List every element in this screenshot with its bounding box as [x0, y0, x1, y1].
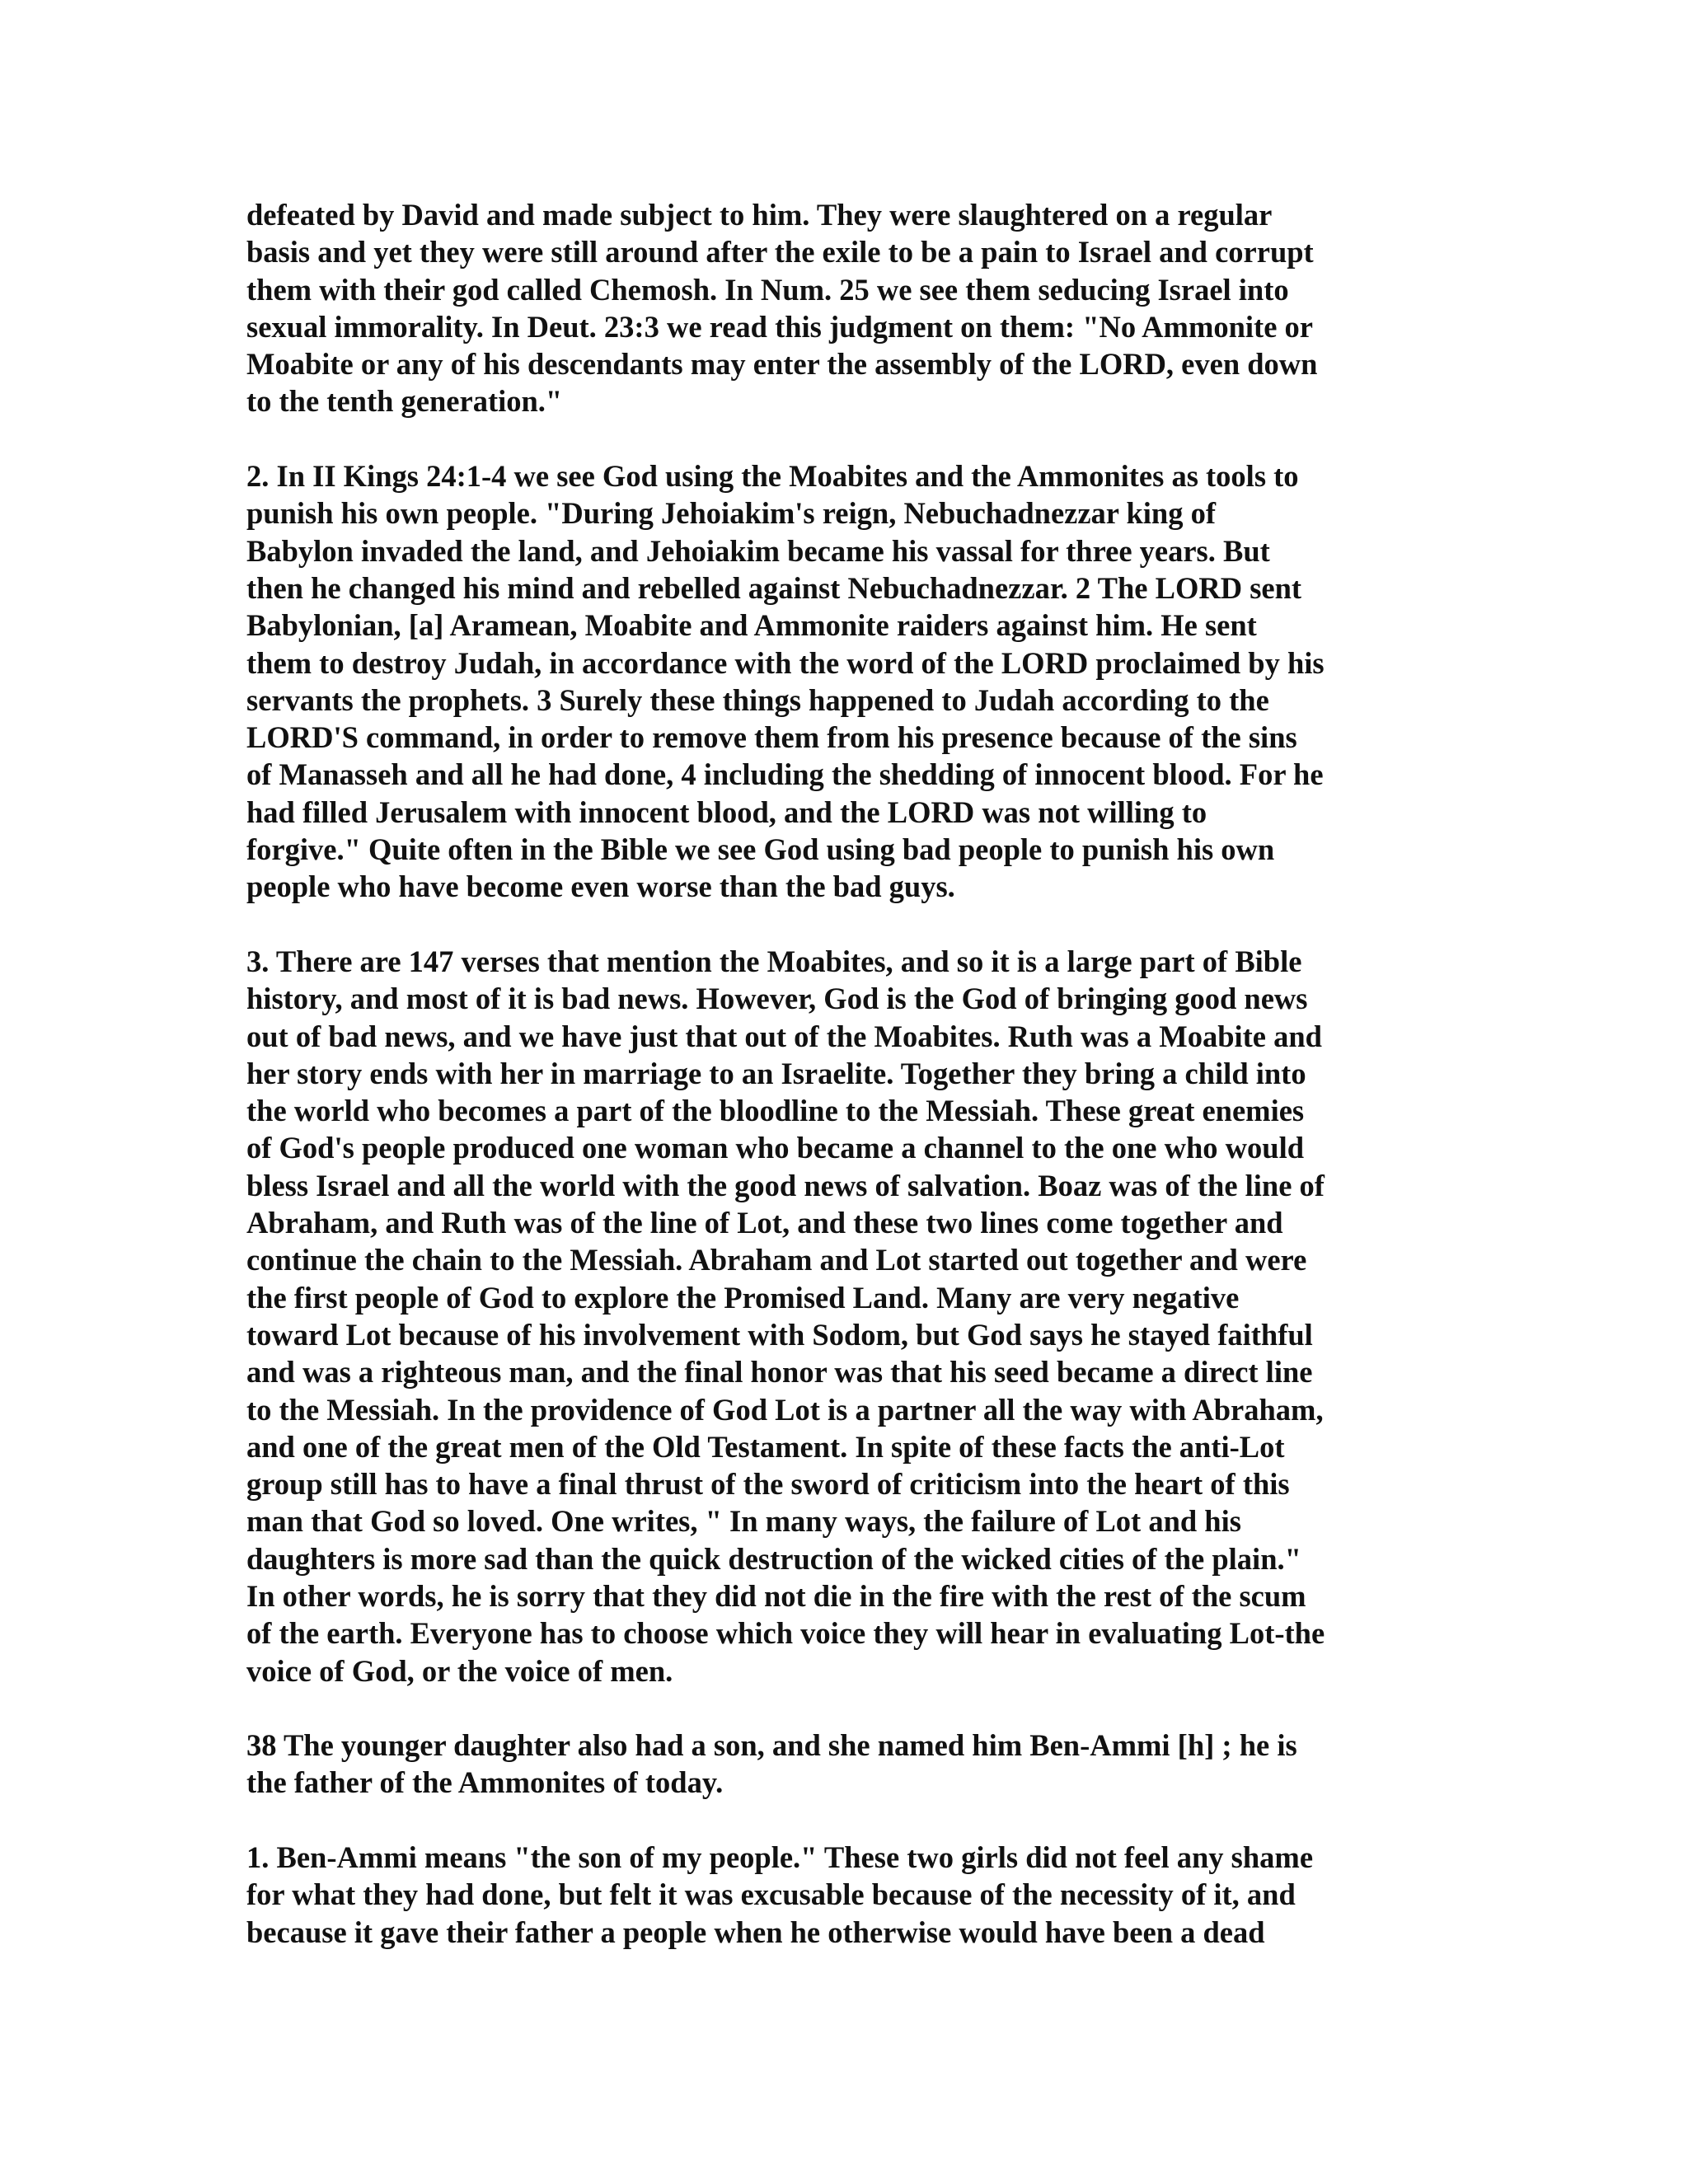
paragraph-point-3-ruth: 3. There are 147 verses that mention the Moabites, and so it is a large part of Bible history, and most of it is bad news. However, God is the God of bringing good news out of bad news, and we have just that out of the Moabites. Ruth was a Moabite and her story ends with her in marriage to an Israelite. Together they bring a child into the world who becomes a part of the bloodline to the Messiah. These great enemies of God's people produced one woman who became a channel to the one who would bless Israel and all the world with the good news of salvation. Boaz was of the line of Abraham, and Ruth was of the line of Lot, and these two lines come together and continue the chain to the Messiah. Abraham and Lot started out together and were the first people of God to explore the Promised Land. Many are very negative toward Lot because of his involvement with Sodom, but God says he stayed faithful and was a righteous man, and the final honor was that his seed became a direct line to the Messiah. In the providence of God Lot is a partner all the way with Abraham, and one of the great men of the Old Testament. In spite of these facts the anti-Lot group still has to have a final thrust of the sword of criticism into the heart of this man that God so loved. One writes, " In many ways, the failure of Lot and his daughters is more sad than the quick destruction of the wicked cities of the plain." In other words, he is sorry that they did not die in the fire with the rest of the scum of the earth. Everyone has to choose which voice they will hear in evaluating Lot-the voice of God, or the voice of men. — [246, 944, 1325, 1688]
paragraph-point-2-kings: 2. In II Kings 24:1-4 we see God using the Moabites and the Ammonites as tools to punish his own people. "During Jehoiakim's reign, Nebuchadnezzar king of Babylon invaded the land, and Jehoiakim became his vassal for three years. But then he changed his mind and rebelled against Nebuchadnezzar. 2 The LORD sent Babylonian, [a] Aramean, Moabite and Ammonite raiders against him. He sent them to destroy Judah, in accordance with the word of the LORD proclaimed by his servants the prophets. 3 Surely these things happened to Judah according to the LORD'S command, in order to remove them from his presence because of the sins of Manasseh and all he had done, 4 including the shedding of innocent blood. For he had filled Jerusalem with innocent blood, and the LORD was not willing to forgive." Quite often in the Bible we see God using bad people to punish his own people who have become even worse than the bad guys. — [246, 459, 1325, 904]
document-body — [246, 196, 1450, 1951]
paragraph-point-1-ben-ammi: 1. Ben-Ammi means "the son of my people." These two girls did not feel any shame for what they had done, but felt it was excusable because of the necessity of it, and because it gave their father a people when he otherwise would have been a dead — [246, 1840, 1314, 1949]
paragraph-moabite-history: defeated by David and made subject to him. They were slaughtered on a regular basis and yet they were still around after the exile to be a pain to Israel and corrupt them with their god called Chemosh. In Num. 25 we see them seducing Israel into sexual immorality. In Deut. 23:3 we read this judgment on them: "No Ammonite or Moabite or any of his descendants may enter the assembly of the LORD, even down to the tenth generation." — [246, 198, 1318, 419]
paragraph-verse-38: 38 The younger daughter also had a son, and she named him Ben-Ammi [h] ; he is the father of the Ammonites of today. — [246, 1728, 1297, 1800]
